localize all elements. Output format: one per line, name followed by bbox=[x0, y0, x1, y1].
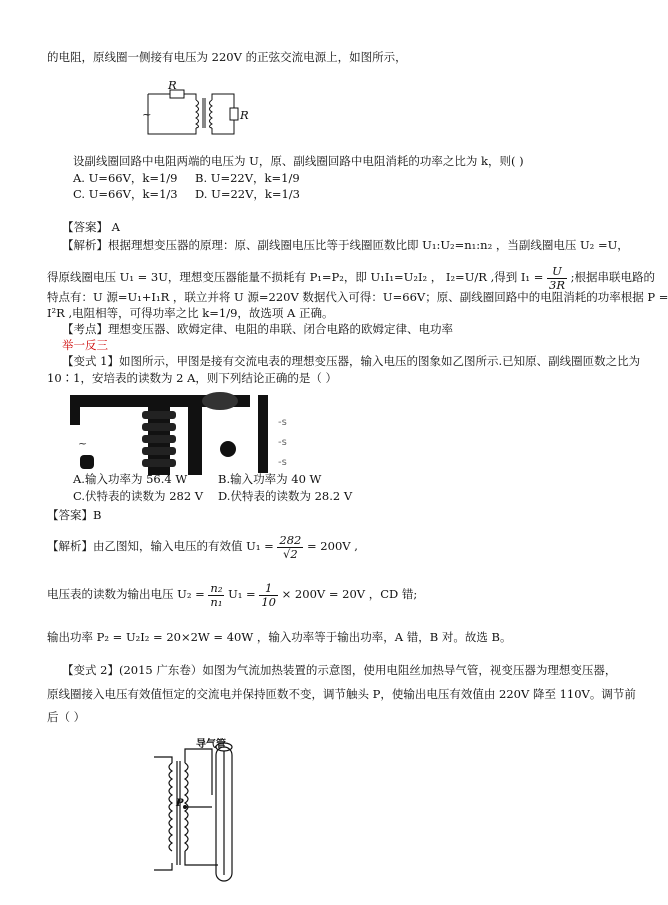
variant1-line-1: 【变式 1】如图所示，甲图是接有交流电表的理想变压器，输入电压的图象如乙图所示.已知原、副线圈匝数之比为 bbox=[62, 354, 641, 368]
resistor-r-label-right: R bbox=[240, 108, 249, 122]
fraction-282-over-root2 bbox=[277, 534, 303, 561]
variant1-analysis-3: 输出功率 P₂ = U₂I₂ = 20×2W = 40W ，输入功率等于输出功率，A 错，B 对。故选 B。 bbox=[47, 630, 512, 644]
variant1-analysis-1-tail: = 200V , bbox=[307, 539, 358, 553]
fraction-denominator: 10 bbox=[261, 594, 276, 609]
analysis-line-2-text: 得原线圈电压 U₁ = 3U，理想变压器能量不损耗有 P₁=P₂，即 U₁I₁=U₂I₂ ， I₂=U/R ,得到 I₁ = bbox=[47, 270, 544, 284]
fraction-denominator: n₁ bbox=[210, 594, 223, 609]
analysis-line-4: I²R ,电阻相等，可得功率之比 k=1/9，故选项 A 正确。 bbox=[47, 306, 334, 320]
fraction-denominator: 3R bbox=[549, 277, 565, 292]
contact-p-label: P bbox=[176, 798, 184, 809]
svg-text:-s: -s bbox=[278, 457, 287, 468]
variant1-analysis-1 bbox=[47, 530, 358, 562]
fraction-denominator: √2 bbox=[283, 546, 298, 561]
fraction-numerator: 282 bbox=[279, 532, 302, 547]
variant1-transformer-figure bbox=[70, 393, 300, 475]
kaodian-line: 【考点】理想变压器、欧姆定律、电阻的串联、闭合电路的欧姆定律、电功率 bbox=[62, 322, 453, 336]
option-b: B. U=22V，k=1/9 bbox=[195, 171, 300, 185]
intro-text: 的电阻，原线圈一侧接有电压为 220V 的正弦交流电源上，如图所示， bbox=[47, 50, 407, 64]
fraction-numerator: 1 bbox=[259, 582, 278, 596]
answer-1: 【答案】 A bbox=[62, 220, 120, 234]
variant2-line-3: 后（ ） bbox=[47, 710, 86, 724]
variant1-option-b: B.输入功率为 40 W bbox=[218, 472, 322, 486]
variant1-option-d: D.伏特表的读数为 28.2 V bbox=[218, 489, 353, 503]
analysis-line-2-tail: ;根据串联电路的 bbox=[570, 270, 656, 284]
analysis-line-3: 特点有：U 源=U₁+I₁R ，联立并将 U 源=220V 数据代入可得：U=66V；原、副线圈回路中的电阻消耗的功率根据 P = bbox=[47, 290, 668, 304]
variant2-line-1: 【变式 2】(2015 广东卷）如图为气流加热装置的示意图，使用电阻丝加热导气管，视变压器为理想变压器， bbox=[62, 663, 617, 677]
variant2-line-2: 原线圈接入电压有效值恒定的交流电并保持匝数不变，调节触头 P，使输出电压有效值由 220V 降至 110V。调节前 bbox=[47, 687, 636, 701]
option-c: C. U=66V，k=1/3 bbox=[73, 187, 178, 201]
variant1-option-a: A.输入功率为 56.4 W bbox=[73, 472, 188, 486]
fraction-u-over-3r bbox=[547, 265, 567, 292]
variant1-analysis-1-text: 【解析】由乙图知，输入电压的有效值 U₁ = bbox=[47, 539, 274, 553]
variant1-option-c: C.伏特表的读数为 282 V bbox=[73, 489, 204, 503]
fraction-1-over-10 bbox=[259, 582, 278, 609]
fraction-numerator: n₂ bbox=[210, 580, 223, 595]
section-heading: 举一反三 bbox=[62, 338, 108, 352]
option-a: A. U=66V，k=1/9 bbox=[73, 171, 178, 185]
variant1-answer: 【答案】B bbox=[47, 508, 102, 522]
variant1-analysis-2-mid: U₁ = bbox=[228, 587, 256, 601]
option-d: D. U=22V，k=1/3 bbox=[195, 187, 300, 201]
fraction-n2-over-n1 bbox=[208, 582, 224, 609]
question-stem: 设副线圈回路中电阻两端的电压为 U，原、副线圈回路中电阻消耗的功率之比为 k，则( ) bbox=[73, 154, 524, 168]
ac-source-symbol: ~ bbox=[142, 107, 152, 121]
variant1-analysis-2-text: 电压表的读数为输出电压 U₂ = bbox=[47, 587, 205, 601]
analysis-line-2 bbox=[47, 262, 655, 292]
gas-pipe-label: 导气管 bbox=[196, 739, 226, 750]
fraction-numerator: U bbox=[547, 265, 567, 279]
variant1-analysis-2 bbox=[47, 578, 417, 610]
transformer-circuit-diagram bbox=[140, 78, 250, 140]
svg-text:-s: -s bbox=[278, 417, 287, 428]
variant1-analysis-2-tail: × 200V = 20V ，CD 错; bbox=[281, 587, 418, 601]
variant1-line-2: 10∶1，安培表的读数为 2 A，则下列结论正确的是（ ） bbox=[47, 371, 338, 385]
air-heating-device-diagram bbox=[150, 735, 250, 895]
svg-text:~: ~ bbox=[78, 437, 88, 450]
analysis-line-1: 【解析】根据理想变压器的原理：原、副线圈电压比等于线圈匝数比即 U₁:U₂=n₁:n₂ ，当副线圈电压 U₂ =U， bbox=[62, 238, 629, 252]
svg-text:-s: -s bbox=[278, 437, 287, 448]
resistor-r-label-top: R bbox=[168, 78, 177, 92]
